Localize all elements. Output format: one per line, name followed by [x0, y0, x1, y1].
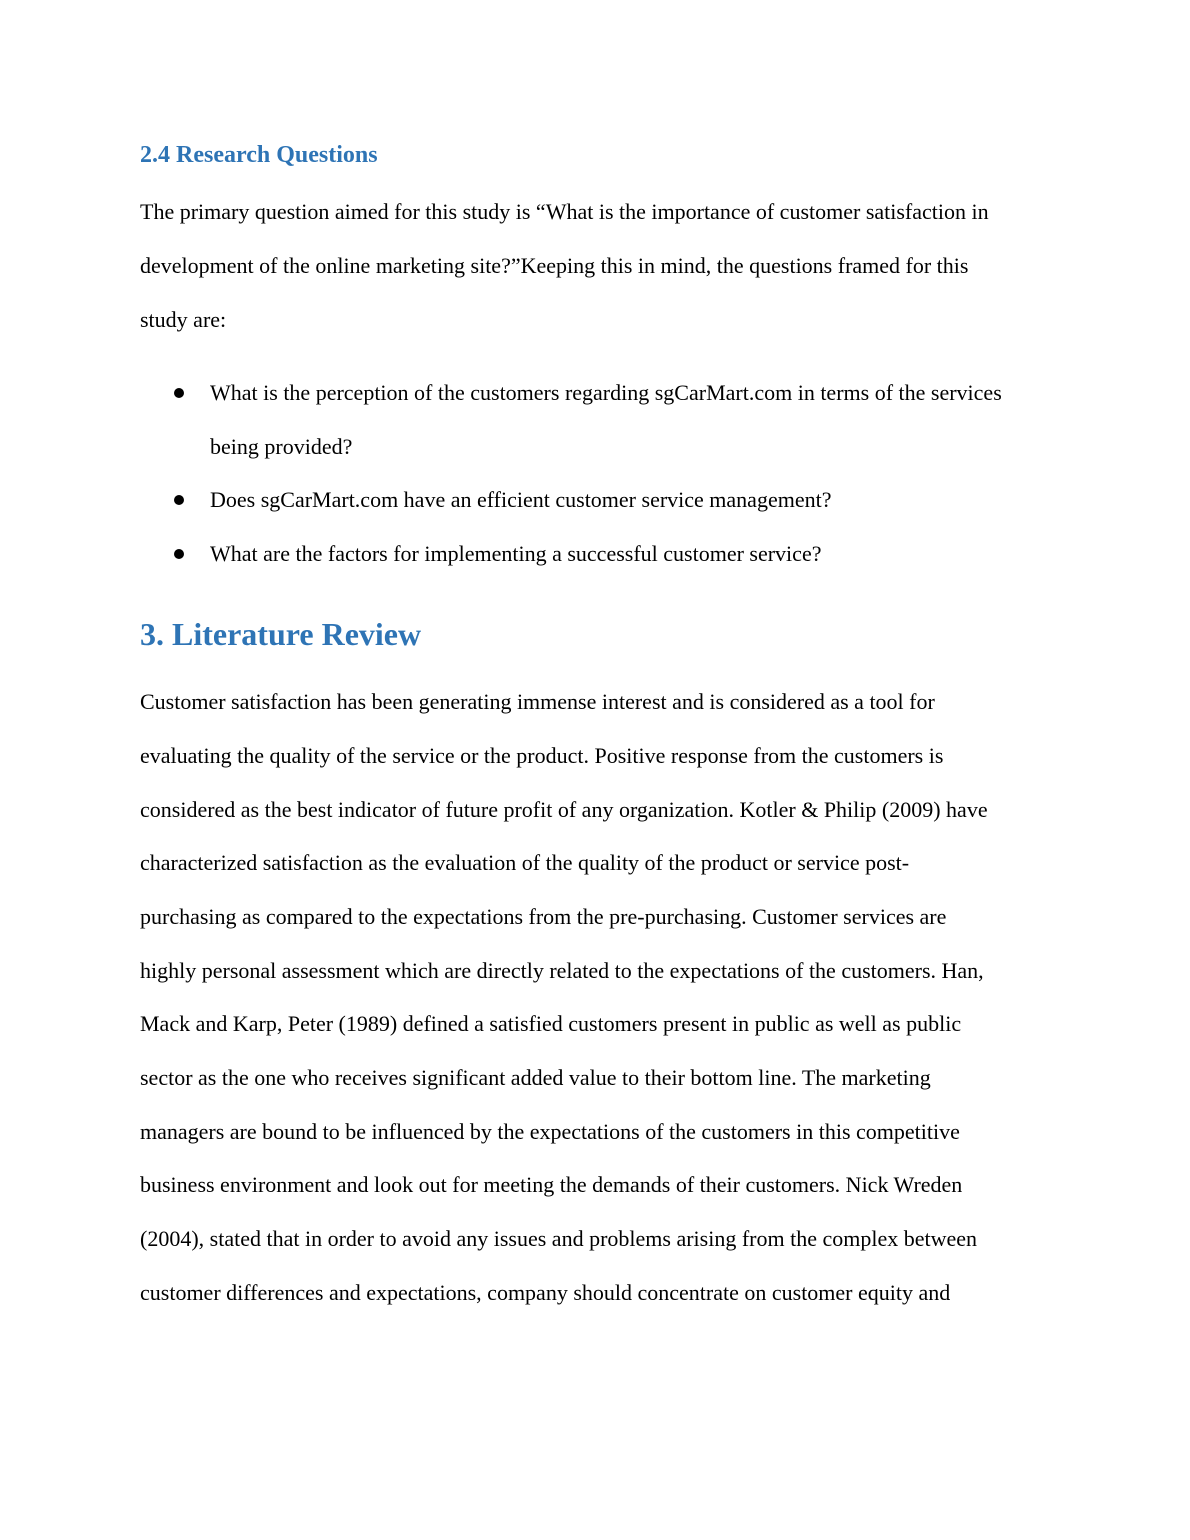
paragraph-line: (2004), stated that in order to avoid any issues and problems arising from the complex between — [140, 1226, 978, 1251]
intro-line-3: study are: — [140, 307, 227, 332]
paragraph-line: customer differences and expectations, company should concentrate on customer equity and — [140, 1280, 951, 1305]
list-item-line: What is the perception of the customers regarding sgCarMart.com in terms of the services — [210, 380, 1002, 405]
bullet-icon — [174, 388, 184, 398]
paragraph-line: highly personal assessment which are directly related to the expectations of the customers. Han, — [140, 958, 984, 983]
list-item-line: What are the factors for implementing a successful customer service? — [210, 541, 822, 566]
paragraph-line: Mack and Karp, Peter (1989) defined a satisfied customers present in public as well as public — [140, 1011, 962, 1036]
paragraph-line: purchasing as compared to the expectations from the pre-purchasing. Customer services are — [140, 904, 947, 929]
section-heading-literature-review: 3. Literature Review — [140, 616, 422, 652]
paragraph-line: considered as the best indicator of future profit of any organization. Kotler & Philip (2009) have — [140, 797, 988, 822]
list-item-line: Does sgCarMart.com have an efficient customer service management? — [210, 487, 832, 512]
paragraph-line: evaluating the quality of the service or the product. Positive response from the customers is — [140, 743, 944, 768]
paragraph-line: characterized satisfaction as the evaluation of the quality of the product or service post- — [140, 850, 910, 875]
bullet-icon — [174, 495, 184, 505]
bullet-icon — [174, 549, 184, 559]
section-heading-research-questions: 2.4 Research Questions — [140, 142, 378, 168]
paragraph-line: business environment and look out for meeting the demands of their customers. Nick Wreden — [140, 1172, 963, 1197]
list-item-line: being provided? — [210, 434, 353, 459]
intro-line-2: development of the online marketing site?”Keeping this in mind, the questions framed for this — [140, 253, 969, 278]
paragraph-line: Customer satisfaction has been generating immense interest and is considered as a tool for — [140, 689, 935, 714]
paragraph-line: sector as the one who receives significant added value to their bottom line. The marketing — [140, 1065, 931, 1090]
intro-line-1: The primary question aimed for this study is “What is the importance of customer satisfaction in — [140, 199, 989, 224]
paragraph-line: managers are bound to be influenced by the expectations of the customers in this competitive — [140, 1119, 960, 1144]
